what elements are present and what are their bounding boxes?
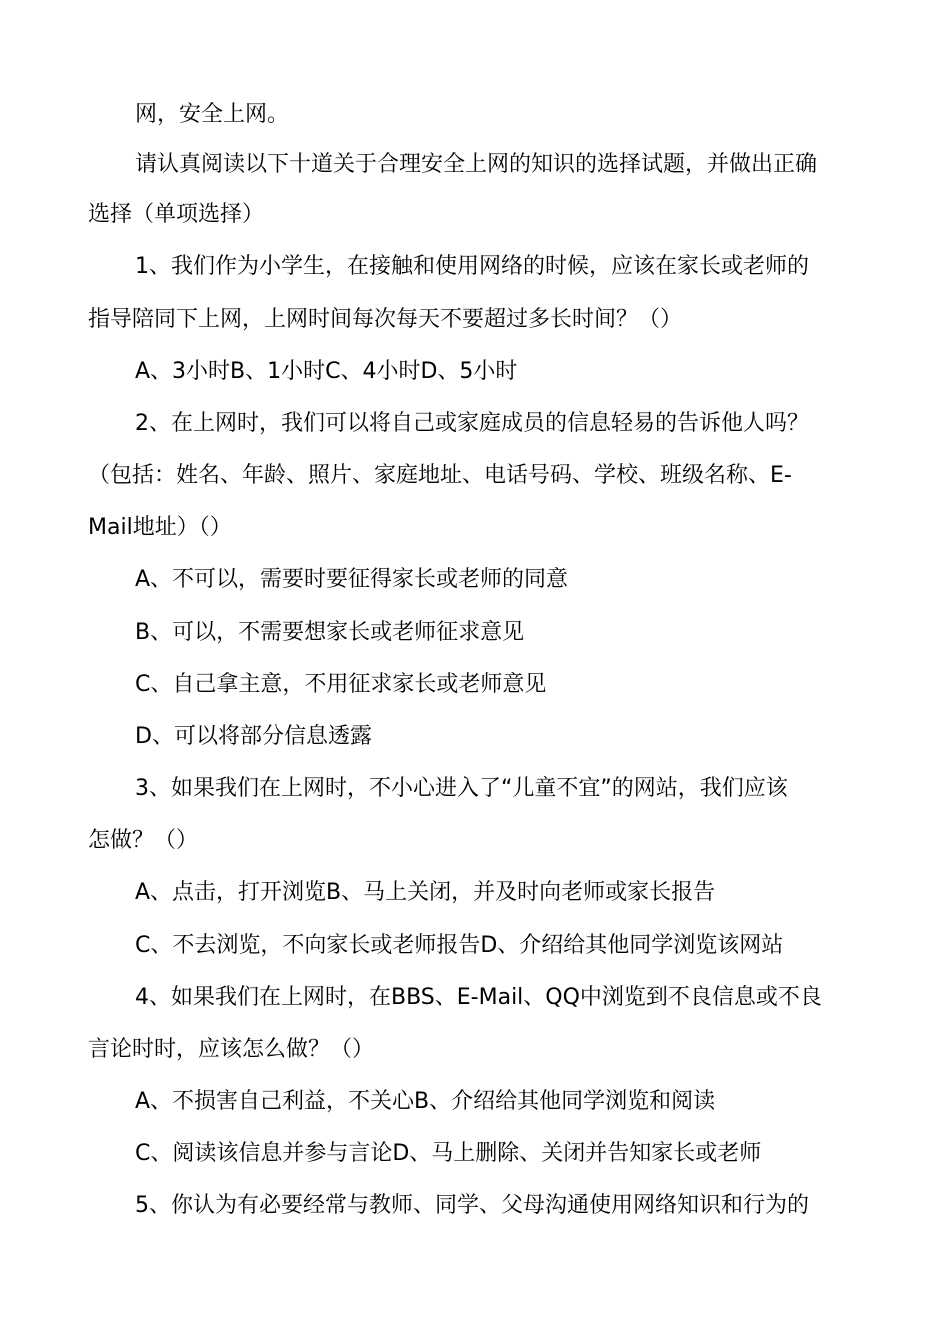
question-2-option-a: A、不可以，需要时要征得家长或老师的同意 <box>135 567 569 592</box>
intro-line: 请认真阅读以下十道关于合理安全上网的知识的选择试题，并做出正确 <box>135 152 818 177</box>
question-1-options: A、3小时B、1小时C、4小时D、5小时 <box>135 359 518 384</box>
question-2-option-c: C、自己拿主意，不用征求家长或老师意见 <box>135 672 547 697</box>
question-2-option-b: B、可以，不需要想家长或老师征求意见 <box>135 620 525 645</box>
question-3-options-ab: A、点击，打开浏览B、马上关闭，并及时向老师或家长报告 <box>135 880 716 905</box>
question-2-option-d: D、可以将部分信息透露 <box>135 724 372 749</box>
intro-line: 选择（单项选择） <box>88 202 265 227</box>
question-3-cont: 怎做？（） <box>88 828 199 853</box>
question-4-options-ab: A、不损害自己利益，不关心B、介绍给其他同学浏览和阅读 <box>135 1089 716 1114</box>
question-3: 3、如果我们在上网时，不小心进入了“儿童不宜”的网站，我们应该 <box>135 776 788 801</box>
question-4-options-cd: C、阅读该信息并参与言论D、马上删除、关闭并告知家长或老师 <box>135 1141 762 1166</box>
question-5: 5、你认为有必要经常与教师、同学、父母沟通使用网络知识和行为的 <box>135 1193 809 1218</box>
question-2-cont: （包括：姓名、年龄、照片、家庭地址、电话号码、学校、班级名称、E- <box>88 463 792 488</box>
text-line: 网，安全上网。 <box>135 102 290 127</box>
question-4: 4、如果我们在上网时，在BBS、E-Mail、QQ中浏览到不良信息或不良 <box>135 985 822 1010</box>
question-2-cont: Mail地址）（） <box>88 515 232 540</box>
question-1-cont: 指导陪同下上网，上网时间每次每天不要超过多长时间？（） <box>88 307 683 332</box>
question-1: 1、我们作为小学生，在接触和使用网络的时候，应该在家长或老师的 <box>135 254 809 279</box>
question-3-options-cd: C、不去浏览，不向家长或老师报告D、介绍给其他同学浏览该网站 <box>135 933 784 958</box>
question-4-cont: 言论时时，应该怎么做？（） <box>88 1037 375 1062</box>
question-2: 2、在上网时，我们可以将自己或家庭成员的信息轻易的告诉他人吗？ <box>135 411 809 436</box>
